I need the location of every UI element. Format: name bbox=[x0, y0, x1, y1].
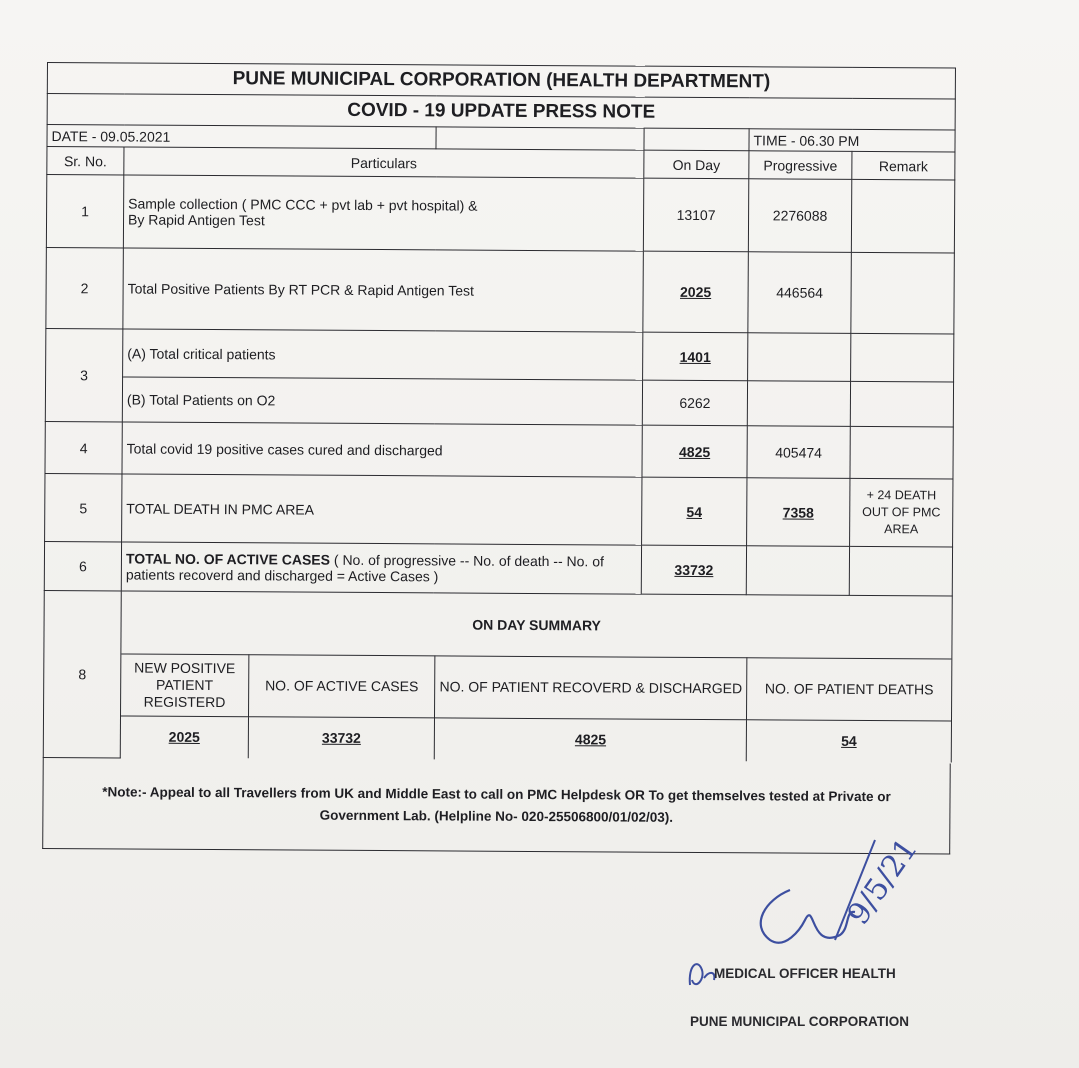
summary-value: 2025 bbox=[121, 715, 249, 758]
summary-header-line: PATIENT bbox=[156, 676, 214, 693]
col-progressive: Progressive bbox=[749, 151, 852, 180]
officer-title: MEDICAL OFFICER HEALTH bbox=[714, 966, 896, 981]
particulars: (B) Total Patients on O2 bbox=[122, 377, 642, 425]
progressive-value: 2276088 bbox=[748, 179, 851, 253]
summary-table bbox=[121, 591, 952, 762]
summary-header-line: NEW POSITIVE bbox=[134, 659, 236, 676]
remark-line: + 24 DEATH bbox=[866, 488, 937, 503]
progressive-cell bbox=[746, 546, 849, 596]
summary-cell bbox=[120, 591, 952, 763]
remark-cell bbox=[850, 381, 953, 427]
on-day-value: 13107 bbox=[643, 178, 748, 252]
col-particulars: Particulars bbox=[124, 147, 644, 178]
table-row bbox=[45, 421, 953, 479]
update-table bbox=[43, 62, 956, 763]
summary-header: NO. OF PATIENT DEATHS bbox=[747, 657, 952, 720]
remark-cell bbox=[850, 478, 953, 547]
sr-no: 5 bbox=[45, 473, 122, 541]
on-day-value: 54 bbox=[642, 477, 747, 546]
summary-header-line: REGISTERD bbox=[143, 693, 226, 710]
on-day-value: 4825 bbox=[642, 425, 747, 478]
summary-row bbox=[43, 590, 952, 762]
summary-title: ON DAY SUMMARY bbox=[121, 591, 951, 658]
on-day-value: 1401 bbox=[643, 332, 748, 381]
blank-cell bbox=[644, 128, 749, 151]
remark-line: OUT OF PMC bbox=[862, 504, 941, 520]
officer-org: PUNE MUNICIPAL CORPORATION bbox=[690, 1014, 910, 1029]
sr-no: 6 bbox=[44, 541, 121, 590]
handwritten-date: 9/5/21 bbox=[840, 832, 925, 932]
particulars-line: By Rapid Antigen Test bbox=[127, 211, 265, 229]
particulars: TOTAL DEATH IN PMC AREA bbox=[122, 474, 642, 545]
summary-value: 33732 bbox=[248, 716, 435, 759]
summary-header bbox=[121, 653, 249, 716]
progressive-value: 7358 bbox=[747, 478, 850, 547]
time-label: TIME - 06.30 PM bbox=[749, 129, 955, 152]
progressive-cell bbox=[747, 381, 850, 427]
press-note-title: COVID - 19 UPDATE PRESS NOTE bbox=[47, 94, 955, 131]
remark-cell bbox=[850, 426, 953, 479]
sr-no: 8 bbox=[43, 590, 121, 757]
col-sr: Sr. No. bbox=[47, 147, 124, 175]
progressive-cell bbox=[748, 333, 851, 382]
particulars bbox=[121, 542, 641, 594]
on-day-value: 2025 bbox=[643, 251, 748, 333]
note-line: Government Lab. (Helpline No- 020-25506800/01/02/03). bbox=[319, 807, 674, 825]
particulars-bold: TOTAL NO. OF ACTIVE CASES bbox=[125, 550, 331, 568]
summary-header: NO. OF PATIENT RECOVERD & DISCHARGED bbox=[435, 655, 747, 719]
progressive-value: 446564 bbox=[748, 252, 851, 334]
particulars: Total covid 19 positive cases cured and discharged bbox=[122, 422, 642, 477]
press-note bbox=[42, 62, 955, 854]
remark-cell bbox=[851, 252, 955, 334]
particulars: Total Positive Patients By RT PCR & Rapid Antigen Test bbox=[123, 248, 643, 332]
blank-cell bbox=[436, 127, 644, 150]
summary-value: 4825 bbox=[435, 717, 747, 761]
particulars-line: patients recoverd and discharged = Active Cases ) bbox=[125, 566, 439, 585]
table-row bbox=[46, 175, 954, 254]
particulars bbox=[123, 175, 643, 251]
col-remark: Remark bbox=[852, 151, 955, 180]
progressive-value: 405474 bbox=[747, 426, 850, 479]
remark-cell bbox=[849, 546, 952, 596]
table-row bbox=[45, 376, 953, 427]
particulars-rest: ( No. of progressive -- No. of death -- No. of bbox=[329, 551, 604, 570]
remark-cell bbox=[851, 179, 955, 253]
org-title: PUNE MUNICIPAL CORPORATION (HEALTH DEPARTMENT) bbox=[47, 63, 955, 100]
table-row bbox=[46, 247, 955, 334]
on-day-value: 33732 bbox=[641, 545, 746, 595]
sr-no: 3 bbox=[45, 328, 123, 421]
particulars: (A) Total critical patients bbox=[123, 329, 643, 380]
table-row bbox=[46, 328, 954, 382]
col-on-day: On Day bbox=[644, 150, 749, 179]
date-label: DATE - 09.05.2021 bbox=[47, 125, 436, 149]
sr-no: 4 bbox=[45, 421, 122, 473]
sr-no: 2 bbox=[46, 247, 123, 328]
table-row bbox=[45, 473, 953, 547]
particulars-line: Sample collection ( PMC CCC + pvt lab + pvt hospital) & bbox=[128, 195, 478, 214]
summary-header: NO. OF ACTIVE CASES bbox=[248, 654, 435, 717]
remark-line: AREA bbox=[884, 522, 919, 537]
table-row bbox=[44, 541, 952, 596]
on-day-value: 6262 bbox=[642, 380, 747, 426]
sr-no: 1 bbox=[46, 175, 123, 248]
summary-value: 54 bbox=[746, 719, 951, 762]
note-line: *Note:- Appeal to all Travellers from UK and Middle East to call on PMC Helpdesk OR To get themselves tested at Private or bbox=[102, 783, 891, 804]
remark-cell bbox=[851, 333, 954, 382]
